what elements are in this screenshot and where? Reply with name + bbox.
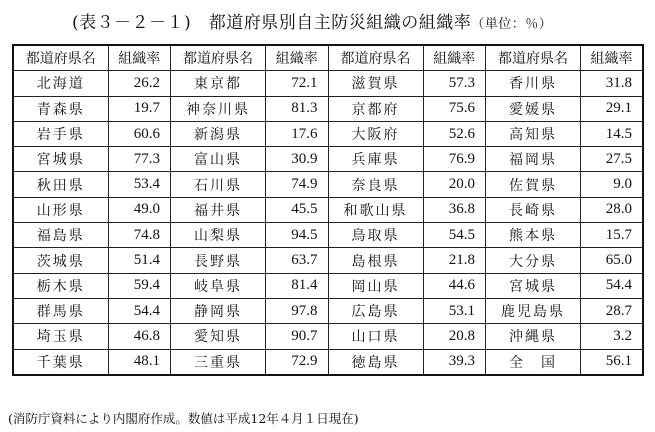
rate-cell: 74.8 [108,223,171,248]
prefecture-cell: 岡山県 [328,273,423,298]
source-note: (消防庁資料により内閣府作成。数値は平成12年４月１日現在) [8,411,359,426]
rate-cell: 72.9 [266,349,329,375]
rate-cell: 21.8 [423,248,486,273]
table-row [13,223,643,248]
table-unit: （単位：％） [471,17,553,32]
rate-cell: 52.6 [423,121,486,146]
prefecture-cell: 山口県 [328,324,423,349]
header-prefecture: 都道府県名 [13,45,108,71]
prefecture-cell: 北海道 [13,71,108,96]
prefecture-cell: 島根県 [328,248,423,273]
rate-cell: 39.3 [423,349,486,375]
rate-cell: 15.7 [581,223,644,248]
table-row [13,96,643,121]
prefecture-cell: 高知県 [486,121,581,146]
rate-cell: 30.9 [266,147,329,172]
rate-cell: 53.1 [423,298,486,323]
prefecture-cell: 富山県 [171,147,266,172]
table-row [13,121,643,146]
rate-cell: 94.5 [266,223,329,248]
prefecture-cell: 和歌山県 [328,197,423,222]
rate-cell: 97.8 [266,298,329,323]
rate-cell: 54.4 [108,298,171,323]
prefecture-cell: 熊本県 [486,223,581,248]
prefecture-cell: 東京都 [171,71,266,96]
rate-cell: 26.2 [108,71,171,96]
rate-cell: 49.0 [108,197,171,222]
rate-cell: 53.4 [108,172,171,197]
rate-cell: 75.6 [423,96,486,121]
rate-cell: 3.2 [581,324,644,349]
prefecture-cell: 徳島県 [328,349,423,375]
table-row [13,197,643,222]
table-row [13,273,643,298]
prefecture-cell: 福井県 [171,197,266,222]
table-row [13,71,643,96]
rate-cell: 74.9 [266,172,329,197]
rate-cell: 51.4 [108,248,171,273]
rate-cell: 9.0 [581,172,644,197]
rate-cell: 76.9 [423,147,486,172]
prefecture-cell: 大分県 [486,248,581,273]
prefecture-cell: 兵庫県 [328,147,423,172]
rate-cell: 27.5 [581,147,644,172]
prefecture-cell: 静岡県 [171,298,266,323]
rate-cell: 59.4 [108,273,171,298]
table-title-text: (表３－２－１) 都道府県別自主防災組織の組織率 [72,13,472,33]
rate-cell: 45.5 [266,197,329,222]
rate-cell: 60.6 [108,121,171,146]
rate-cell: 46.8 [108,324,171,349]
table-row [13,324,643,349]
prefecture-cell: 全 国 [486,349,581,375]
rate-cell: 36.8 [423,197,486,222]
prefecture-cell: 茨城県 [13,248,108,273]
header-rate: 組織率 [108,45,171,71]
header-prefecture: 都道府県名 [171,45,266,71]
prefecture-cell: 福島県 [13,223,108,248]
prefecture-cell: 奈良県 [328,172,423,197]
table-row [13,147,643,172]
rate-cell: 17.6 [266,121,329,146]
prefecture-cell: 岩手県 [13,121,108,146]
prefecture-cell: 山形県 [13,197,108,222]
header-prefecture: 都道府県名 [486,45,581,71]
rate-cell: 81.3 [266,96,329,121]
rate-cell: 19.7 [108,96,171,121]
prefecture-cell: 長野県 [171,248,266,273]
prefecture-cell: 滋賀県 [328,71,423,96]
organization-rate-table [12,44,644,376]
prefecture-cell: 宮城県 [13,147,108,172]
rate-cell: 65.0 [581,248,644,273]
rate-cell: 77.3 [108,147,171,172]
prefecture-cell: 大阪府 [328,121,423,146]
prefecture-cell: 三重県 [171,349,266,375]
prefecture-cell: 群馬県 [13,298,108,323]
rate-cell: 57.3 [423,71,486,96]
prefecture-cell: 沖縄県 [486,324,581,349]
prefecture-cell: 岐阜県 [171,273,266,298]
rate-cell: 28.0 [581,197,644,222]
prefecture-cell: 愛媛県 [486,96,581,121]
prefecture-cell: 愛知県 [171,324,266,349]
prefecture-cell: 鹿児島県 [486,298,581,323]
rate-cell: 63.7 [266,248,329,273]
prefecture-cell: 栃木県 [13,273,108,298]
rate-cell: 44.6 [423,273,486,298]
prefecture-cell: 山梨県 [171,223,266,248]
header-rate: 組織率 [266,45,329,71]
prefecture-cell: 千葉県 [13,349,108,375]
table-row [13,248,643,273]
rate-cell: 20.0 [423,172,486,197]
rate-cell: 48.1 [108,349,171,375]
rate-cell: 28.7 [581,298,644,323]
prefecture-cell: 石川県 [171,172,266,197]
rate-cell: 54.5 [423,223,486,248]
rate-cell: 29.1 [581,96,644,121]
rate-cell: 54.4 [581,273,644,298]
rate-cell: 31.8 [581,71,644,96]
rate-cell: 72.1 [266,71,329,96]
prefecture-cell: 鳥取県 [328,223,423,248]
prefecture-cell: 神奈川県 [171,96,266,121]
rate-cell: 56.1 [581,349,644,375]
table-row [13,298,643,323]
prefecture-cell: 福岡県 [486,147,581,172]
rate-cell: 90.7 [266,324,329,349]
prefecture-cell: 秋田県 [13,172,108,197]
prefecture-cell: 新潟県 [171,121,266,146]
prefecture-cell: 香川県 [486,71,581,96]
header-rate: 組織率 [581,45,644,71]
table-row [13,172,643,197]
header-row [13,45,643,71]
prefecture-cell: 長崎県 [486,197,581,222]
table-title [72,8,552,33]
prefecture-cell: 広島県 [328,298,423,323]
prefecture-cell: 佐賀県 [486,172,581,197]
table-body [13,71,643,375]
prefecture-cell: 青森県 [13,96,108,121]
prefecture-cell: 宮城県 [486,273,581,298]
rate-cell: 14.5 [581,121,644,146]
prefecture-cell: 埼玉県 [13,324,108,349]
rate-cell: 81.4 [266,273,329,298]
rate-cell: 20.8 [423,324,486,349]
table-row [13,349,643,375]
header-prefecture: 都道府県名 [328,45,423,71]
prefecture-cell: 京都府 [328,96,423,121]
header-rate: 組織率 [423,45,486,71]
